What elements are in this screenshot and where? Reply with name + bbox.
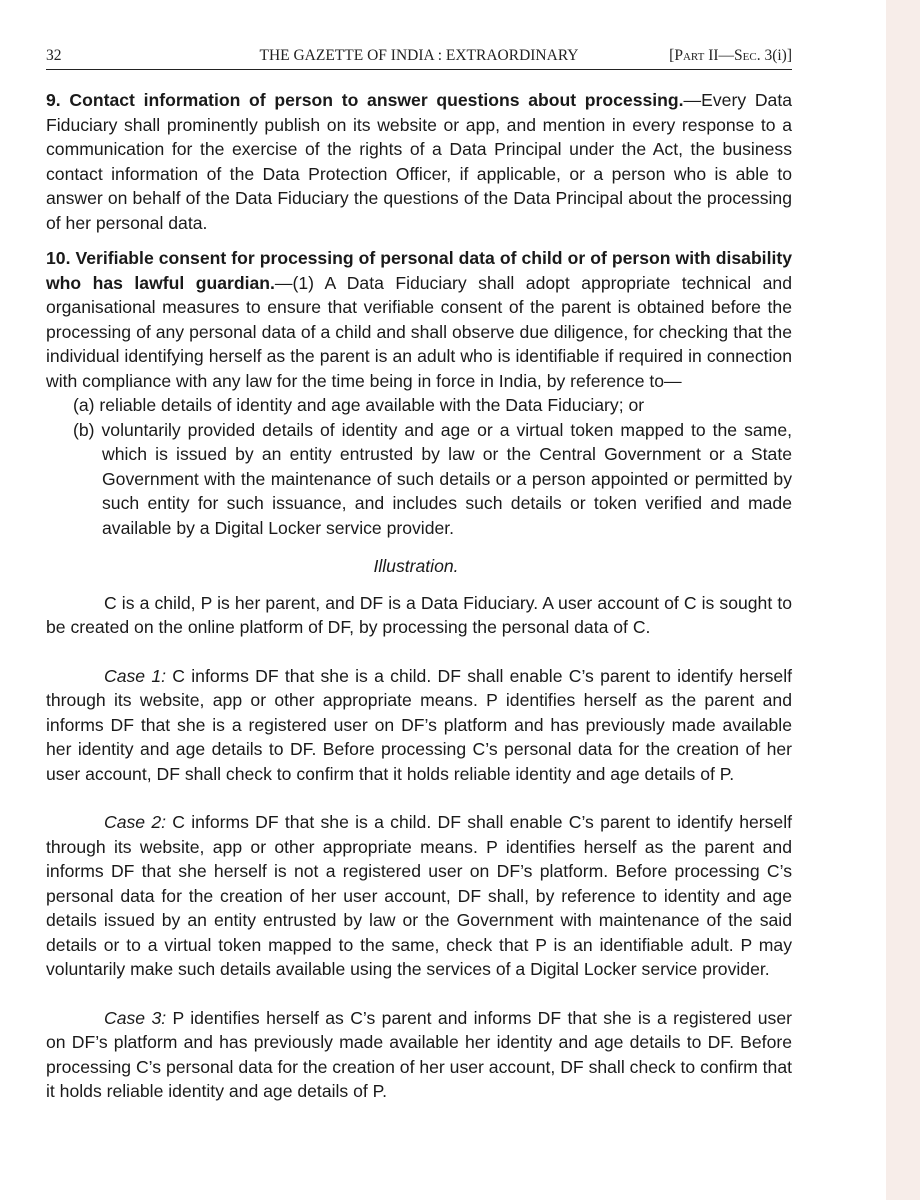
case-3-label: Case 3: <box>104 1007 167 1028</box>
clause-a: (a) reliable details of identity and age available with the Data Fiduciary; or <box>73 395 645 415</box>
case-3-text: P identifies herself as C’s parent and informs DF that she is a registered user on DF’s platform and has previously made available her identity and age details to DF. Before processing C’s personal data for the creation of her user account, DF shall check to confirm that it holds reliable identity and age details of P. <box>46 1007 792 1101</box>
case-1-text: C informs DF that she is a child. DF shall enable C’s parent to identify herself through its website, app or other appropriate means. P identifies herself as the parent and informs DF that she is a registered user on DF’s platform and has previously made available her identity and age details to DF. Before processing C’s personal data for the creation of her user account, DF shall check to confirm that it holds reliable identity and age details of P. <box>46 665 792 784</box>
clause-b: (b) voluntarily provided details of identity and age or a virtual token mapped to the same, which is issued by an entity entrusted by law or the Central Government or a State Government with the maintenance of such details or a person appointed or permitted by such entity for such issuance, and includes such details or token verified and made available by a Digital Locker service provider. <box>73 419 792 538</box>
case-1-label: Case 1: <box>104 665 167 686</box>
case-2 <box>46 810 792 982</box>
illustration-intro: C is a child, P is her parent, and DF is a Data Fiduciary. A user account of C is sought to be created on the online platform of DF, by processing the personal data of C. <box>46 592 792 637</box>
illustration-title: Illustration. <box>373 556 459 576</box>
page-number: 32 <box>46 47 62 64</box>
rule-10-body: —(1) A Data Fiduciary shall adopt appropriate technical and organisational measures to ensure that verifiable consent of the parent is obtained before the processing of any personal data of a child and shall observe due diligence, for checking that the individual identifying herself as the parent is an adult who is identifiable if required in connection with compliance with any law for the time being in force in India, by reference to— <box>46 272 792 391</box>
page-header <box>46 44 792 70</box>
rule-9 <box>46 88 792 235</box>
side-margin-strip <box>886 0 920 1200</box>
rule-9-heading: 9. Contact information of person to answer questions about processing. <box>46 90 684 110</box>
case-2-text: C informs DF that she is a child. DF shall enable C’s parent to identify herself through its website, app or other appropriate means. P identifies herself as the parent and informs DF that she herself is not a registered user on DF’s platform. Before processing C’s personal data for the creation of her user account, DF shall, by reference to identity and age details issued by an entity entrusted by law or the Government with maintenance of the said details or to a virtual token mapped to the same, check that P is an identifiable adult. P may voluntarily make such details available using the services of a Digital Locker service provider. <box>46 812 792 979</box>
case-2-label: Case 2: <box>104 812 167 832</box>
rule-10 <box>46 246 792 393</box>
case-3 <box>46 1006 792 1104</box>
part-section-label: [Part II—Sec. 3(i)] <box>669 47 792 64</box>
rule-10-heading: 10. Verifiable consent for processing of personal data of child or of person with disability who has lawful guardian. <box>46 248 792 293</box>
gazette-title: THE GAZETTE OF INDIA : EXTRAORDINARY <box>259 47 579 64</box>
rule-9-body: —Every Data Fiduciary shall prominently publish on its website or app, and mention in every response to a communication for the exercise of the rights of a Data Principal under the Act, the business contact information of the Data Protection Officer, if applicable, or a person who is able to answer on behalf of the Data Fiduciary the questions of the Data Principal about the processing of her personal data. <box>46 90 792 233</box>
case-1 <box>46 664 792 787</box>
